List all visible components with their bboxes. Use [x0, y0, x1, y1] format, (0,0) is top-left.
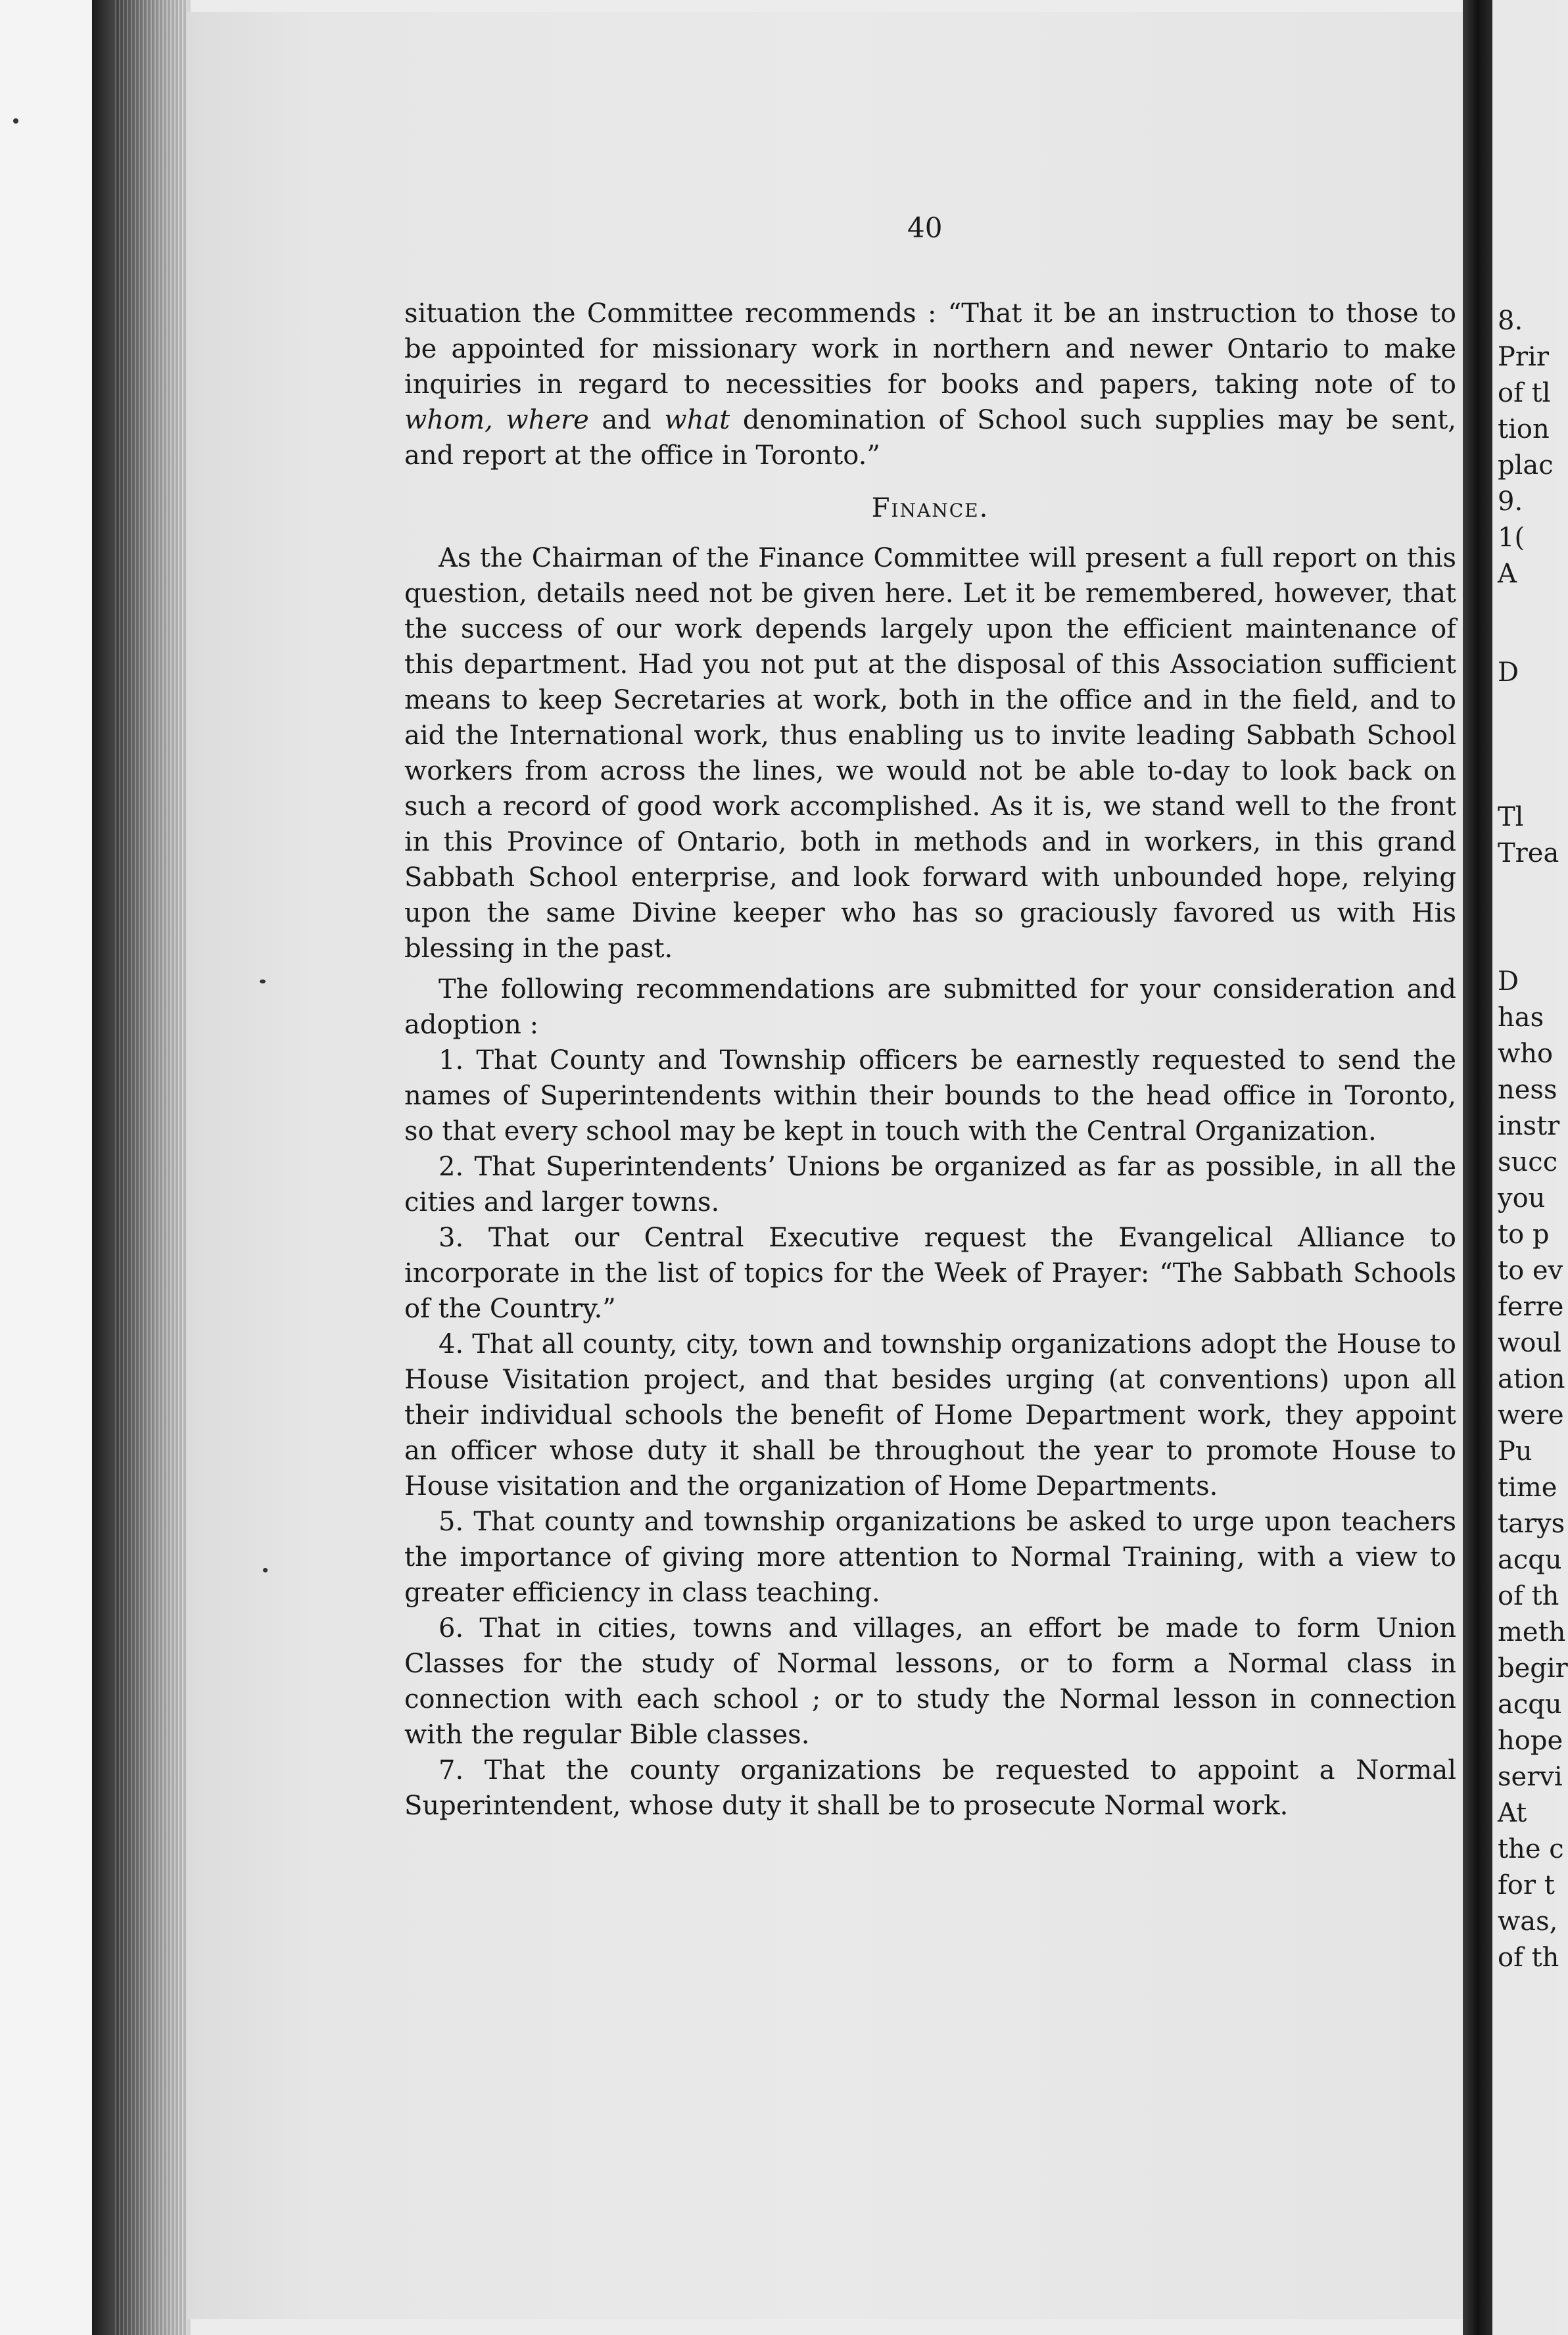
recommendation-item: 4. That all county, city, town and township organizations adopt the House to House Visitation project, and that besides urging (at conventions) upon all their individual schools the benefit of Home Department work, they appoint an officer whose duty it shall be throughout the year to promote House to House visitation and the organization of Home Departments. — [404, 1329, 1456, 1501]
facing-page-fragment: of tl — [1498, 378, 1551, 408]
recommendation-item: 2. That Superintendents’ Unions be organized as far as possible, in all the cities and larger towns. — [404, 1152, 1456, 1217]
facing-page-fragment: to ev — [1498, 1256, 1563, 1286]
facing-page-fragment: to p — [1498, 1219, 1550, 1250]
facing-page-fragment: servi — [1498, 1762, 1563, 1792]
page-gutter — [1463, 0, 1492, 2335]
facing-page-fragment: ferre — [1498, 1292, 1564, 1322]
scan-speck — [260, 979, 266, 983]
emphasis-where: where — [506, 405, 589, 435]
facing-page-fragment: 9. — [1498, 486, 1523, 517]
facing-page-fragment: At — [1498, 1798, 1527, 1828]
facing-page-fragment: has — [1498, 1002, 1544, 1033]
page-body — [404, 296, 1456, 1824]
facing-page-fragment: Pu — [1498, 1436, 1532, 1467]
facing-page-fragment: of th — [1498, 1943, 1559, 1973]
facing-page-edge — [1492, 0, 1568, 2335]
facing-page-fragment: tarys — [1498, 1509, 1565, 1539]
facing-page-fragment: 1( — [1498, 523, 1525, 553]
facing-page-fragment: woul — [1498, 1328, 1561, 1358]
facing-page-fragment: you — [1498, 1183, 1546, 1214]
facing-page-fragment: Tl — [1498, 802, 1524, 832]
recommendation-item: 3. That our Central Executive request the Evangelical Alliance to incorporate in the list of topics for the Week of Prayer: “The Sabbath Schools of the Country.” — [404, 1223, 1456, 1324]
facing-page-fragment: begir — [1498, 1653, 1568, 1684]
facing-page-fragment: D — [1498, 657, 1519, 688]
facing-page-fragment: meth — [1498, 1617, 1566, 1647]
facing-page-fragment: Prir — [1498, 342, 1549, 372]
facing-page-fragment: acqu — [1498, 1545, 1562, 1575]
section-heading-finance: Finance. — [871, 493, 989, 523]
opening-paragraph — [404, 296, 1456, 473]
finance-paragraph: As the Chairman of the Finance Committee will present a full report on this question, details need not be given here. Let it be remembered, however, that the success of our work depends largely upon the efficient maintenance of this department. Had you not put at the disposal of this Association sufficient means to keep Secretaries at work, both in the office and in the field, and to aid the International work, thus enabling us to invite leading Sabbath School workers from across the lines, we would not be able to-day to look back on such a record of good work accomplished. As it is, we stand well to the front in this Province of Ontario, both in methods and in workers, in this grand Sabbath School enterprise, and look forward with unbounded hope, relying upon the same Divine keeper who has so graciously favored us with His blessing in the past. — [404, 543, 1456, 964]
recommendation-item: 7. That the county organizations be requested to appoint a Normal Superintendent, whose duty it shall be to prosecute Normal work. — [404, 1755, 1456, 1821]
facing-page-fragment: the c — [1498, 1834, 1564, 1864]
opening-text-mid: and — [588, 405, 665, 435]
facing-page-fragment: time — [1498, 1473, 1557, 1503]
facing-page-fragment: of th — [1498, 1581, 1559, 1611]
facing-page-fragment: for t — [1498, 1870, 1555, 1900]
facing-page-fragment: succ — [1498, 1147, 1558, 1177]
facing-page-fragment: plac — [1498, 450, 1554, 481]
recommendations-intro: The following recommendations are submitted for your consideration and adoption : — [404, 974, 1456, 1040]
outer-margin — [0, 0, 95, 2335]
facing-page-fragment: A — [1498, 559, 1517, 589]
facing-page-fragment: hope — [1498, 1726, 1563, 1756]
opening-text: situation the Committee recommends : “That it be an instruction to those to be appointed for missionary work in northern and newer Ontario to make inquiries in regard to necessities for books and papers, taking note of to — [404, 298, 1456, 400]
facing-page-fragment: tion — [1498, 414, 1550, 444]
recommendation-item: 1. That County and Township officers be earnestly requested to send the names of Superintendents within their bounds to the head office in Toronto, so that every school may be kept in touch with the Central Organization. — [404, 1045, 1456, 1146]
facing-page-fragment: D — [1498, 966, 1519, 997]
facing-page-fragment: 8. — [1498, 306, 1523, 336]
facing-page-fragment: Trea — [1498, 838, 1559, 868]
facing-page-fragment: were — [1498, 1400, 1564, 1430]
emphasis-whom: whom, — [404, 405, 493, 435]
page-number: 40 — [907, 212, 943, 244]
opening-text-tail: denomination of School such supplies may be sent, and report at the office in Toronto.” — [404, 405, 1457, 471]
facing-page-fragment: ation — [1498, 1364, 1565, 1394]
emphasis-what: what — [664, 405, 730, 435]
scan-speck — [13, 118, 18, 124]
facing-page-fragment: was, — [1498, 1906, 1558, 1937]
page-edges — [115, 0, 187, 2335]
facing-page-fragment: ness — [1498, 1075, 1557, 1105]
recommendation-item: 5. That county and township organizations be asked to urge upon teachers the importance of giving more attention to Normal Training, with a view to greater efficiency in class teaching. — [404, 1507, 1456, 1608]
scan-speck — [263, 1568, 268, 1572]
recommendation-item: 6. That in cities, towns and villages, an effort be made to form Union Classes for the study of Normal lessons, or to form a Normal class in connection with each school ; or to study the Normal lesson in connection with the regular Bible classes. — [404, 1613, 1456, 1750]
facing-page-fragment: acqu — [1498, 1689, 1562, 1720]
facing-page-fragment: instr — [1498, 1111, 1560, 1141]
facing-page-fragment: who — [1498, 1039, 1554, 1069]
